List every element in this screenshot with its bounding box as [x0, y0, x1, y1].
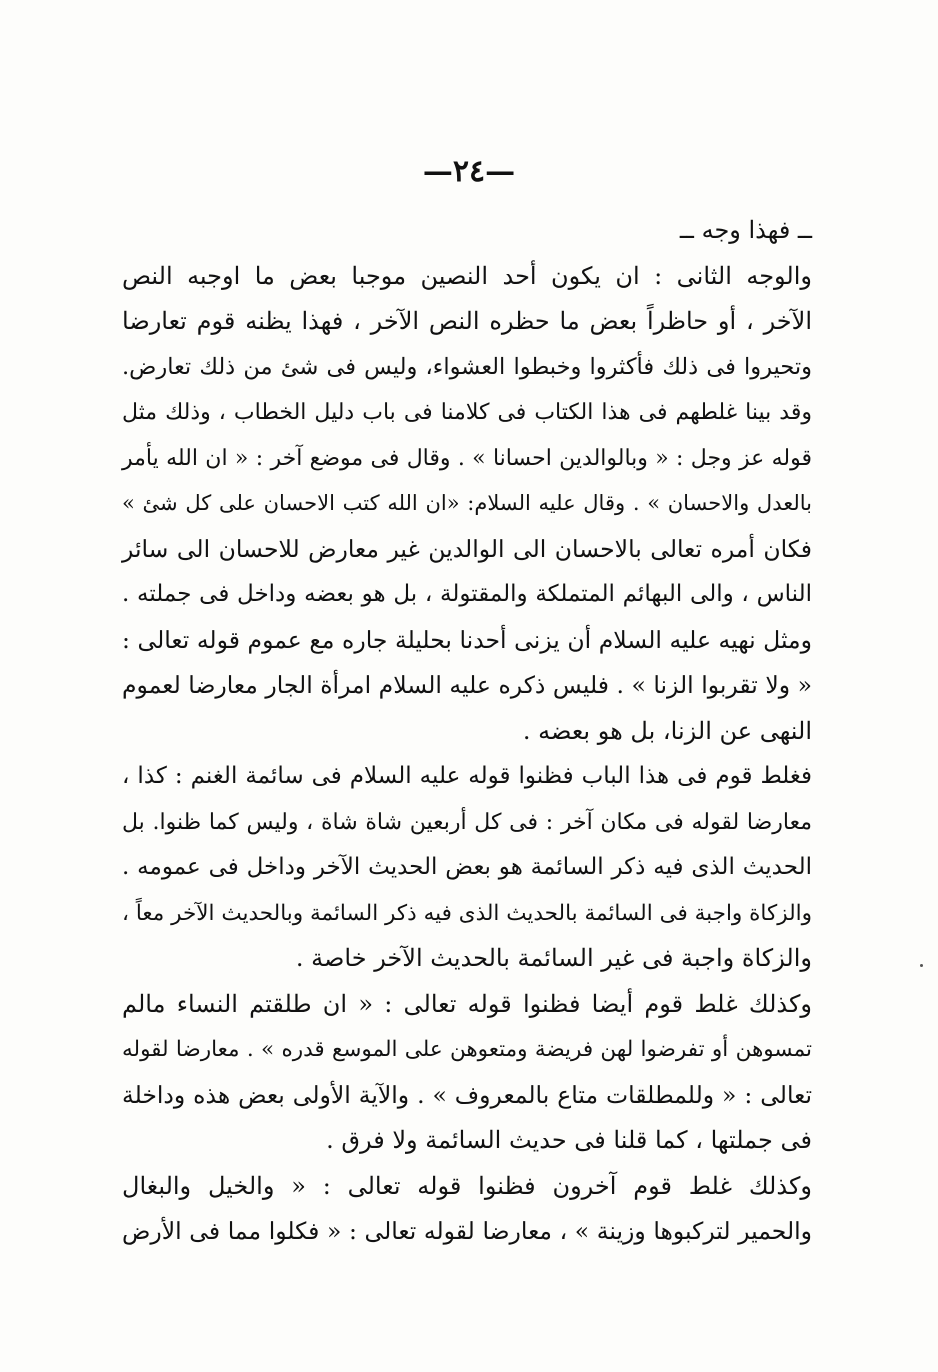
- text-line: الآخر ، أو حاظراً بعض ما حظره النص الآخر ، فهذا يظنه قوم تعارضا: [122, 307, 812, 335]
- text-line: الناس ، والى البهائم المتملكة والمقتولة ، بل هو بعضه وداخل فى جملته .: [122, 581, 812, 607]
- text-line: وكذلك غلط قوم آخرون فظنوا قوله تعالى : « والخيل والبغال: [122, 1171, 812, 1200]
- text-line: قوله عز وجل : « وبالوالدين احسانا » . وقال فى موضع آخر : « ان الله يأمر: [122, 445, 812, 471]
- text-line: الحديث الذى فيه ذكر السائمة هو بعض الحديث الآخر وداخل فى عمومه .: [122, 854, 812, 880]
- text-line: وكذلك غلط قوم أيضا فظنوا قوله تعالى : « ان طلقتم النساء مالم: [122, 989, 812, 1018]
- text-line: والوجه الثانى : ان يكون أحد النصين موجبا بعض ما اوجبه النص: [122, 261, 812, 290]
- text-line: « ولا تقربوا الزنا » . فليس ذكره عليه السلام امرأة الجار معارضا لعموم: [122, 671, 812, 699]
- text-line: تعالى : « وللمطلقات متاع بالمعروف » . والآية الأولى بعض هذه وداخلة: [122, 1080, 812, 1109]
- text-line: والزكاة واجبة فى السائمة بالحديث الذى فيه ذكر السائمة وبالحديث الآخر معاً ،: [122, 900, 812, 926]
- text-line: وقد بينا غلطهم فى هذا الكتاب فى كلامنا فى باب دليل الخطاب ، وذلك مثل: [122, 400, 812, 425]
- text-line: بالعدل والاحسان » . وقال عليه السلام: «ان الله كتب الاحسان على كل شئ »: [122, 491, 812, 515]
- text-line: ــ فهذا وجه ــ: [679, 216, 812, 244]
- text-line: وتحيروا فى ذلك فأكثروا وخبطوا العشواء، وليس فى شئ من ذلك تعارض.: [122, 353, 812, 380]
- text-line: تمسوهن أو تفرضوا لهن فريضة ومتعوهن على الموسع قدره » . معارضا لقوله: [122, 1037, 812, 1062]
- text-line: ومثل نهيه عليه السلام أن يزنى أحدنا بحليلة جاره مع عموم قوله تعالى :: [122, 625, 812, 654]
- text-line: والزكاة واجبة فى غير السائمة بالحديث الآخر خاصة .: [295, 944, 812, 972]
- text-line: والحمير لتركبوها وزينة » ، معارضا لقوله تعالى : « فكلوا مما فى الأرض: [122, 1217, 812, 1245]
- body-text: [122, 208, 812, 1255]
- text-line: فى جملتها ، كما قلنا فى حديث السائمة ولا فرق .: [326, 1126, 812, 1154]
- text-line: معارضا لقوله فى مكان آخر : فى كل أربعين شاة شاة ، وليس كما ظنوا. بل: [122, 809, 812, 835]
- stray-mark: [920, 964, 923, 967]
- text-line: فغلط قوم فى هذا الباب فظنوا قوله عليه السلام فى سائمة الغنم : كذا ،: [122, 763, 812, 789]
- page-number: —٢٤—: [422, 154, 516, 189]
- text-line: النهى عن الزنا، بل هو بعضه .: [522, 716, 812, 745]
- text-line: فكان أمره تعالى بالاحسان الى الوالدين غير معارض للاحسان الى سائر: [122, 534, 812, 563]
